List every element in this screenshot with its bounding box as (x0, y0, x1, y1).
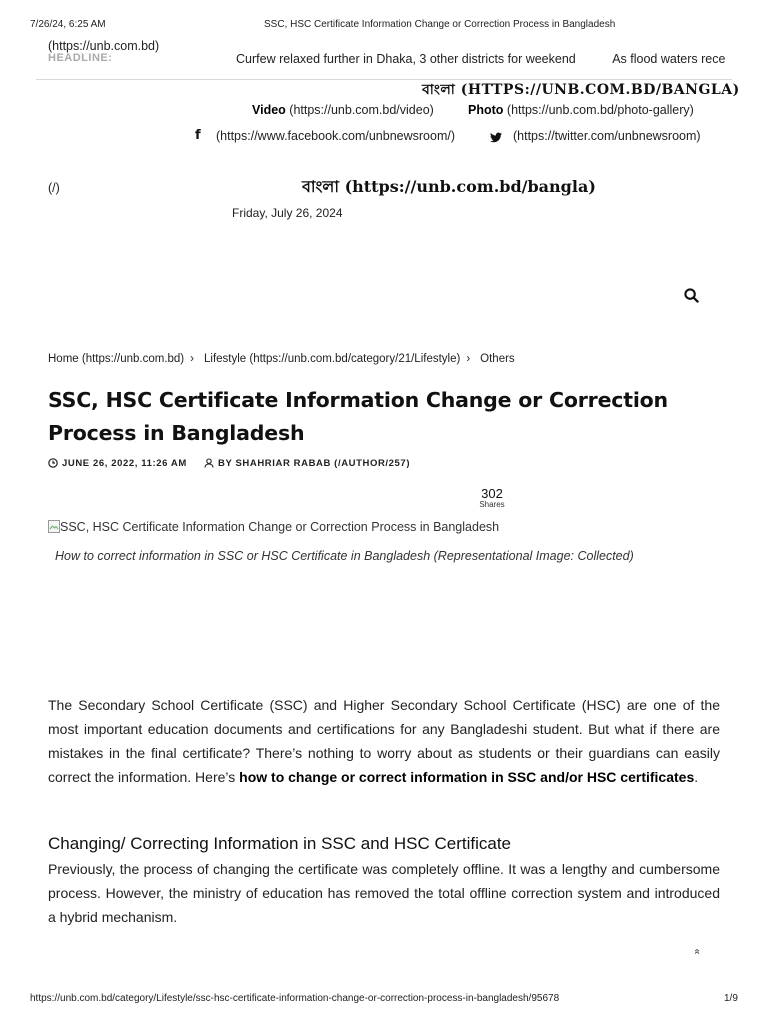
share-label: Shares (479, 500, 505, 509)
logo-link[interactable]: (/) (48, 181, 60, 195)
clock-icon (48, 458, 58, 468)
breadcrumb-home[interactable]: Home (https://unb.com.bd) (48, 353, 185, 365)
article-author[interactable] (204, 458, 410, 469)
twitter-icon[interactable] (490, 130, 502, 148)
twitter-link[interactable]: (https://twitter.com/unbnewsroom) (513, 129, 701, 143)
facebook-link[interactable]: (https://www.facebook.com/unbnewsroom/) (216, 129, 455, 143)
breadcrumb-separator: › (466, 353, 471, 365)
share-count: 302 (481, 486, 503, 501)
photo-link[interactable] (468, 103, 694, 117)
ticker-item[interactable]: As flood waters rece (612, 52, 726, 66)
ticker-item[interactable]: Curfew relaxed further in Dhaka, 3 other districts for weekend (236, 52, 576, 66)
video-label: Video (252, 103, 286, 117)
article-date (48, 458, 187, 469)
broken-image-icon (48, 520, 60, 533)
paragraph-bold: how to change or correct information in SSC and/or HSC certificates (239, 769, 695, 785)
footer-page-number: 1/9 (724, 993, 738, 1004)
facebook-icon[interactable]: f (195, 128, 201, 143)
bangla-link-main[interactable]: বাংলা (https://unb.com.bd/bangla) (302, 177, 596, 196)
bangla-link-top[interactable]: বাংলা (HTTPS://UNB.COM.BD/BANGLA) (422, 82, 740, 98)
breadcrumb-current[interactable]: Others (480, 353, 515, 365)
photo-url: (https://unb.com.bd/photo-gallery) (506, 103, 694, 117)
photo-label: Photo (468, 103, 504, 117)
search-icon[interactable] (684, 288, 699, 308)
image-caption: How to correct information in SSC or HSC Certificate in Bangladesh (Representational Image: Collected) (55, 549, 634, 563)
breadcrumb-lifestyle[interactable]: Lifestyle (https://unb.com.bd/category/21/Lifestyle) (204, 353, 461, 365)
article-author-text: BY SHAHRIAR RABAB (/AUTHOR/257) (218, 458, 411, 469)
site-home-link[interactable]: (https://unb.com.bd) (48, 39, 160, 53)
print-datetime: 7/26/24, 6:25 AM (30, 19, 106, 30)
headline-ticker (236, 50, 734, 68)
current-date: Friday, July 26, 2024 (232, 206, 343, 220)
paragraph-text: The Secondary School Certificate (SSC) and Higher Secondary School Certificate (HSC) are one of the most important education documents and certifications for any Bangladeshi student. But what if there are mistakes in the final certificate? There’s nothing to worry about as students or their guardians can easily correct the information. Here’s (48, 697, 720, 785)
paragraph-end: . (694, 769, 699, 785)
image-alt-text: SSC, HSC Certificate Information Change or Correction Process in Bangladesh (60, 520, 500, 534)
article-date-text: JUNE 26, 2022, 11:26 AM (62, 458, 187, 469)
headline-label: HEADLINE: (48, 52, 113, 64)
video-link[interactable] (252, 103, 434, 117)
article-image (48, 520, 499, 534)
scroll-top-icon[interactable]: » (691, 948, 703, 955)
user-icon (204, 458, 214, 468)
article-paragraph: Previously, the process of changing the certificate was completely offline. It was a lengthy and cumbersome process. However, the ministry of education has removed the total offline correction system and introduced a hybrid mechanism. (48, 861, 720, 925)
breadcrumb-separator: › (190, 353, 194, 365)
breadcrumb (48, 353, 515, 365)
article-title: SSC, HSC Certificate Information Change or Correction Process in Bangladesh (48, 388, 668, 445)
article-paragraph (48, 693, 720, 789)
article-subheading: Changing/ Correcting Information in SSC and HSC Certificate (48, 834, 511, 853)
video-url: (https://unb.com.bd/video) (289, 103, 434, 117)
print-page-title: SSC, HSC Certificate Information Change or Correction Process in Bangladesh (264, 19, 616, 30)
footer-url: https://unb.com.bd/category/Lifestyle/ssc-hsc-certificate-information-change-or-correction-process-in-bangladesh/95678 (30, 993, 560, 1004)
